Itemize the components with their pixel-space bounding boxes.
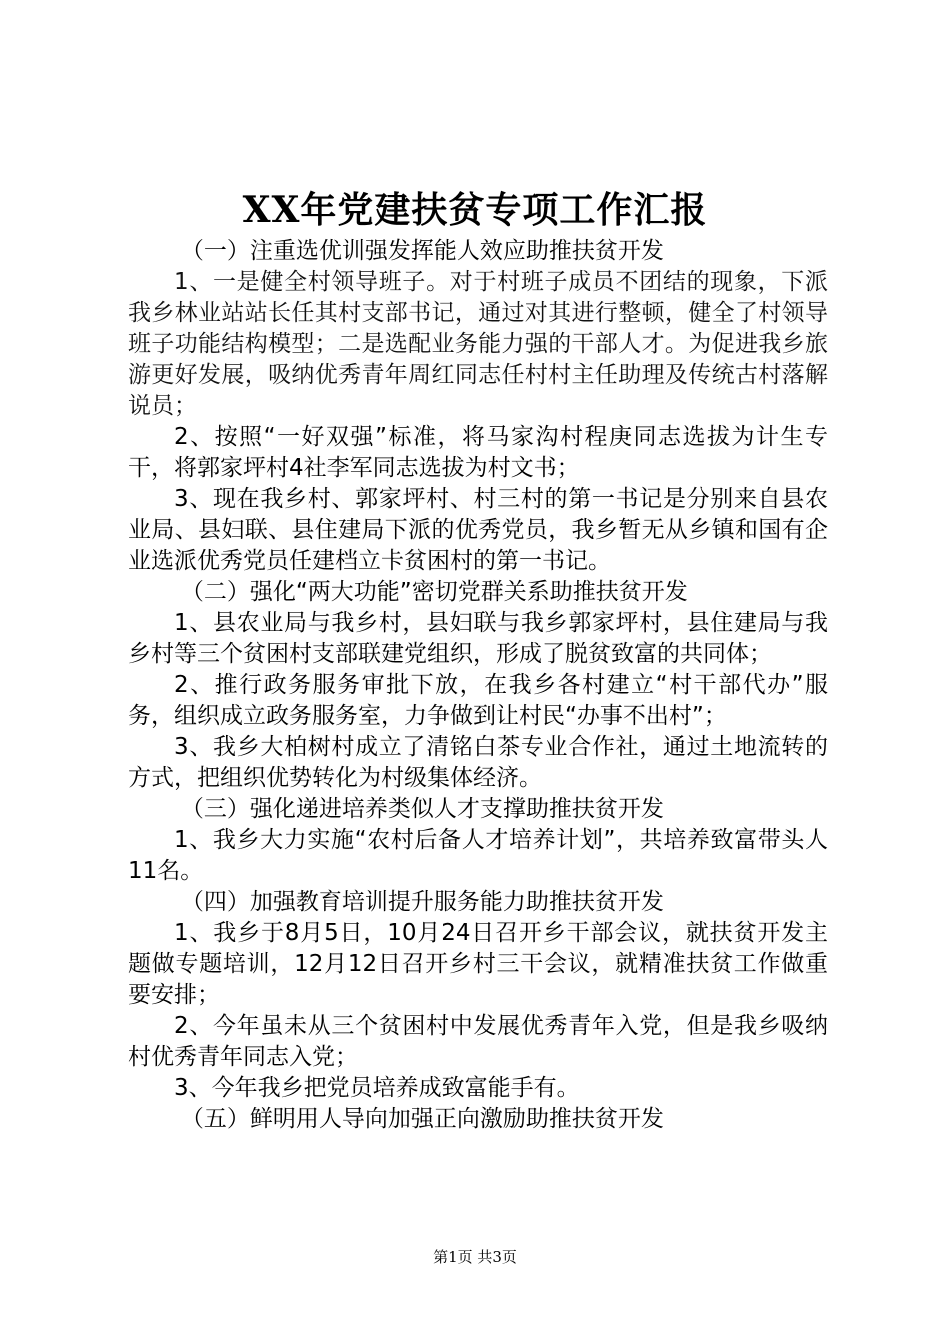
paragraph-4-1: 1、我乡于8月5日，10月24日召开乡干部会议，就扶贫开发主题做专题培训，12月12日召开乡村三干会议，就精准扶贫工作做重要安排； xyxy=(128,920,828,1008)
paragraph-2-2: 2、推行政务服务审批下放，在我乡各村建立“村干部代办”服务，组织成立政务服务室，力争做到让村民“办事不出村”； xyxy=(128,672,828,729)
paragraph-1-3: 3、现在我乡村、郭家坪村、村三村的第一书记是分别来自县农业局、县妇联、县住建局下派的优秀党员，我乡暂无从乡镇和国有企业选派优秀党员任建档立卡贫困村的第一书记。 xyxy=(128,486,828,574)
section-heading-3: （三）强化递进培养类似人才支撑助推扶贫开发 xyxy=(180,796,664,822)
document-body xyxy=(128,236,828,1135)
section-heading-2: （二）强化“两大功能”密切党群关系助推扶贫开发 xyxy=(180,579,688,605)
paragraph-4-2: 2、今年虽未从三个贫困村中发展优秀青年入党，但是我乡吸纳村优秀青年同志入党； xyxy=(128,1013,828,1070)
paragraph-2-3: 3、我乡大柏树村成立了清铭白茶专业合作社，通过土地流转的方式，把组织优势转化为村级集体经济。 xyxy=(128,734,828,791)
paragraph-1-2: 2、按照“一好双强”标准，将马家沟村程庚同志选拔为计生专干，将郭家坪村4社李军同志选拔为村文书； xyxy=(128,424,828,481)
section-heading-1: （一）注重选优训强发挥能人效应助推扶贫开发 xyxy=(180,238,664,264)
page-number-footer: 第1页 共3页 xyxy=(433,1248,517,1266)
section-heading-5: （五）鲜明用人导向加强正向激励助推扶贫开发 xyxy=(180,1106,664,1132)
document-title: XX年党建扶贫专项工作汇报 xyxy=(242,189,708,231)
section-heading-4: （四）加强教育培训提升服务能力助推扶贫开发 xyxy=(180,889,664,915)
paragraph-4-3: 3、今年我乡把党员培养成致富能手有。 xyxy=(174,1075,580,1101)
paragraph-3-1: 1、我乡大力实施“农村后备人才培养计划”，共培养致富带头人11名。 xyxy=(128,827,828,884)
paragraph-1-1: 1、一是健全村领导班子。对于村班子成员不团结的现象，下派我乡林业站站长任其村支部书记，通过对其进行整顿，健全了村领导班子功能结构模型；二是选配业务能力强的干部人才。为促进我乡旅游更好发展，吸纳优秀青年周红同志任村村主任助理及传统古村落解说员； xyxy=(128,269,828,419)
paragraph-2-1: 1、县农业局与我乡村，县妇联与我乡郭家坪村，县住建局与我乡村等三个贫困村支部联建党组织，形成了脱贫致富的共同体； xyxy=(128,610,828,667)
